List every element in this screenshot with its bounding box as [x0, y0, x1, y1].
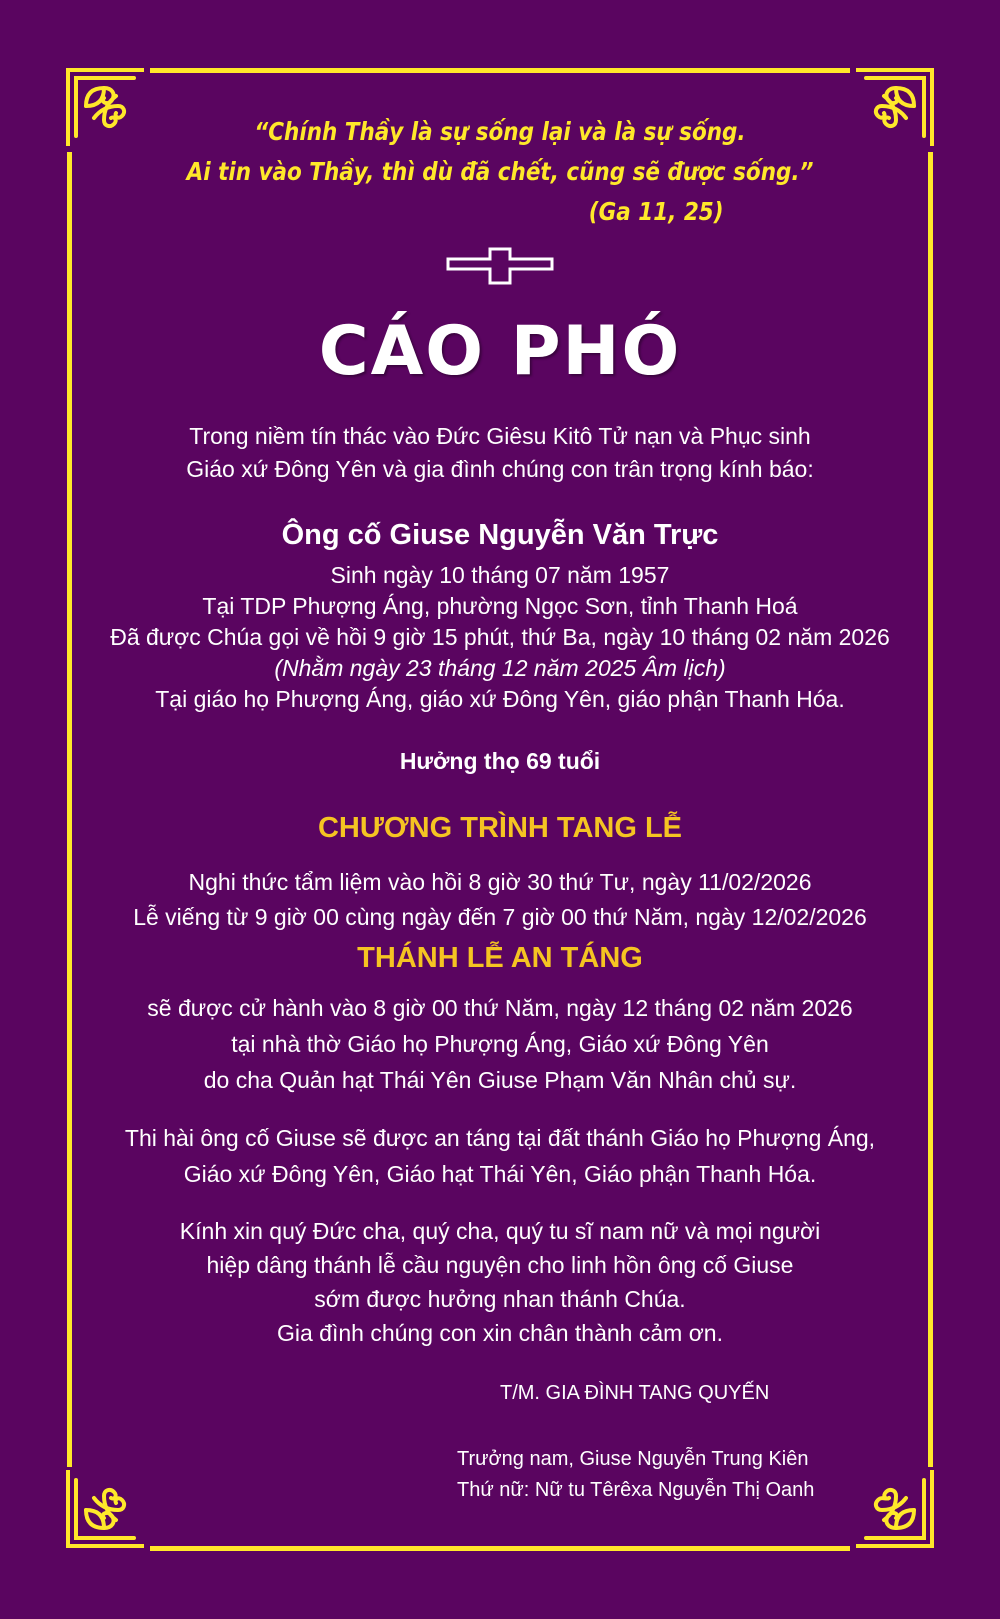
- quote-reference: (Ga 11, 25): [588, 197, 724, 226]
- burial-line-1: Thi hài ông cố Giuse sẽ được an táng tại đất thánh Giáo họ Phượng Áng,: [124, 1125, 876, 1151]
- quote-line-2: Ai tin vào Thầy, thì dù đã chết, cũng sẽ được sống.”: [186, 157, 814, 186]
- mass-line-3: do cha Quản hạt Thái Yên Giuse Phạm Văn Nhân chủ sự.: [203, 1067, 797, 1093]
- mass-line-2: tại nhà thờ Giáo họ Phượng Áng, Giáo xứ Đông Yên: [231, 1031, 769, 1057]
- intro-line-2: Giáo xứ Đông Yên và gia đình chúng con trân trọng kính báo:: [186, 456, 814, 482]
- invitation-line-2: hiệp dâng thánh lễ cầu nguyện cho linh hồn ông cố Giuse: [206, 1252, 794, 1278]
- death-place: Tại giáo họ Phượng Áng, giáo xứ Đông Yên, giáo phận Thanh Hóa.: [155, 686, 845, 712]
- mass-heading: THÁNH LỄ AN TÁNG: [357, 942, 643, 974]
- signature-title: T/M. GIA ĐÌNH TANG QUYẾN: [500, 1382, 770, 1404]
- corner-ornament-icon: [64, 1470, 144, 1550]
- corner-ornament-icon: [856, 1470, 936, 1550]
- deceased-name: Ông cố Giuse Nguyễn Văn Trực: [281, 519, 719, 551]
- frame-bottom-line: [150, 1546, 850, 1551]
- invitation-line-3: sớm được hưởng nhan thánh Chúa.: [314, 1286, 686, 1312]
- lunar-date: (Nhằm ngày 23 tháng 12 năm 2025 Âm lịch): [274, 655, 726, 681]
- program-heading: CHƯƠNG TRÌNH TANG LỄ: [317, 812, 682, 844]
- cross-icon: [446, 247, 554, 285]
- burial-text: [0, 1120, 1000, 1192]
- burial-line-2: Giáo xứ Đông Yên, Giáo hạt Thái Yên, Giáo phận Thanh Hóa.: [183, 1161, 817, 1187]
- invitation-line-4: Gia đình chúng con xin chân thành cảm ơn.: [277, 1320, 723, 1346]
- signature-name-2: Thứ nữ: Nữ tu Têrêxa Nguyễn Thị Oanh: [457, 1479, 815, 1501]
- program-line-2: Lễ viếng từ 9 giờ 00 cùng ngày đến 7 giờ 00 thứ Năm, ngày 12/02/2026: [133, 904, 867, 930]
- deceased-details: [0, 560, 1000, 715]
- page-title: CÁO PHÓ: [318, 312, 682, 391]
- mass-line-1: sẽ được cử hành vào 8 giờ 00 thứ Năm, ngày 12 tháng 02 năm 2026: [147, 995, 853, 1021]
- quote-line-1: “Chính Thầy là sự sống lại và là sự sống.: [254, 117, 746, 146]
- age-text: Hưởng thọ 69 tuổi: [399, 748, 601, 774]
- intro-text: [0, 420, 1000, 486]
- intro-line-1: Trong niềm tín thác vào Đức Giêsu Kitô Tử nạn và Phục sinh: [189, 423, 811, 449]
- signature-names: [457, 1444, 814, 1506]
- death-date: Đã được Chúa gọi về hồi 9 giờ 15 phút, thứ Ba, ngày 10 tháng 02 năm 2026: [110, 624, 890, 650]
- signature-name-1: Trưởng nam, Giuse Nguyễn Trung Kiên: [457, 1448, 809, 1470]
- invitation-line-1: Kính xin quý Đức cha, quý cha, quý tu sĩ nam nữ và mọi người: [179, 1218, 821, 1244]
- program-text: [0, 865, 1000, 935]
- scripture-quote: [70, 112, 930, 232]
- frame-top-line: [150, 68, 850, 73]
- mass-text: [0, 990, 1000, 1098]
- birth-place: Tại TDP Phượng Áng, phường Ngọc Sơn, tỉnh Thanh Hoá: [202, 593, 798, 619]
- program-line-1: Nghi thức tẩm liệm vào hồi 8 giờ 30 thứ Tư, ngày 11/02/2026: [188, 869, 812, 895]
- birth-date: Sinh ngày 10 tháng 07 năm 1957: [330, 562, 670, 588]
- invitation-text: [0, 1214, 1000, 1350]
